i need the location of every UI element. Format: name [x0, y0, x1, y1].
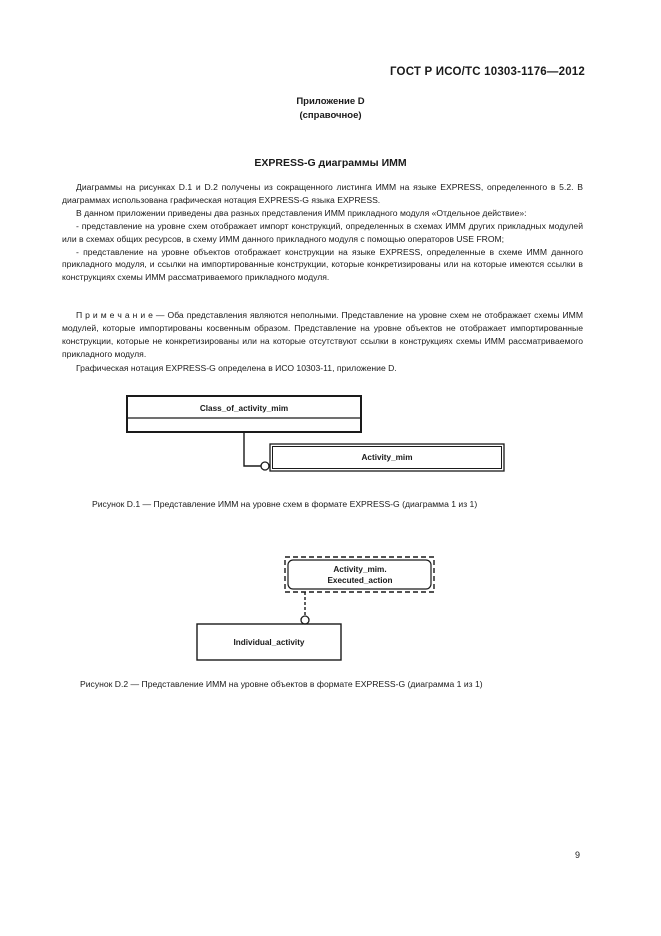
- entity-box: [197, 624, 341, 660]
- reference-box-line1: Activity_mim.: [333, 565, 387, 574]
- paragraph: Диаграммы на рисунках D.1 и D.2 получены из сокращенного листинга ИММ на языке EXPRESS, определенного в 5.2. В диаграммах использована графическая нотация EXPRESS-G языка EXPRESS.: [62, 182, 583, 205]
- annex-title: Приложение D: [296, 96, 365, 107]
- reference-box-line2: Executed_action: [327, 576, 393, 585]
- schema-box-label: Class_of_activity_mim: [199, 404, 289, 413]
- annex-subtitle: (справочное): [299, 110, 362, 121]
- page-number: 9: [575, 850, 581, 860]
- paragraph: В данном приложении приведены два разных представления ИММ прикладного модуля «Отдельное действие»:: [76, 207, 527, 218]
- standard-identifier: ГОСТ Р ИСО/ТС 10303-1176—2012: [389, 66, 585, 78]
- note-label: П р и м е ч а н и е: [76, 310, 153, 320]
- figure-d1-caption: Рисунок D.1 — Представление ИММ на уровне схем в формате EXPRESS-G (диаграмма 1 из 1): [92, 499, 478, 509]
- paragraph: - представление на уровне объектов отображает конструкции на языке EXPRESS, определенные в схеме ИММ данного прикладного модуля, и ссылки на импортированные конструкции, которые конкретизированы или на которые имеются ссылки в конструкциях схемы ИММ рассматриваемого прикладного модуля.: [62, 246, 583, 283]
- entity-box-label: Individual_activity: [233, 638, 305, 647]
- imported-box-label: Activity_mim: [361, 453, 413, 462]
- note-text: — Оба представления являются неполными. Представление на уровне схем не отображает схемы ИММ модулей, которые импортированы косвенным образом. Представление на уровне объектов не отображает импортированные конструкции, которые не конкретизированы или на которые отсутствуют ссылки в конструкциях схемы ИММ рассматриваемого прикладного модуля.: [62, 310, 583, 359]
- paragraph: Графическая нотация EXPRESS-G определена в ИСО 10303-11, приложение D.: [76, 363, 397, 373]
- figure-d2-caption: Рисунок D.2 — Представление ИММ на уровне объектов в формате EXPRESS-G (диаграмма 1 из 1): [80, 679, 483, 689]
- relation-circle: [301, 616, 309, 624]
- reference-box: [285, 557, 434, 592]
- section-title: EXPRESS-G диаграммы ИММ: [254, 157, 407, 169]
- paragraph: - представление на уровне схем отображает импорт конструкций, определенных в схемах ИММ других прикладных модулей или в схемах общих ресурсов, в схему ИММ данного прикладного модуля с помощью операторов USE FROM;: [62, 220, 583, 244]
